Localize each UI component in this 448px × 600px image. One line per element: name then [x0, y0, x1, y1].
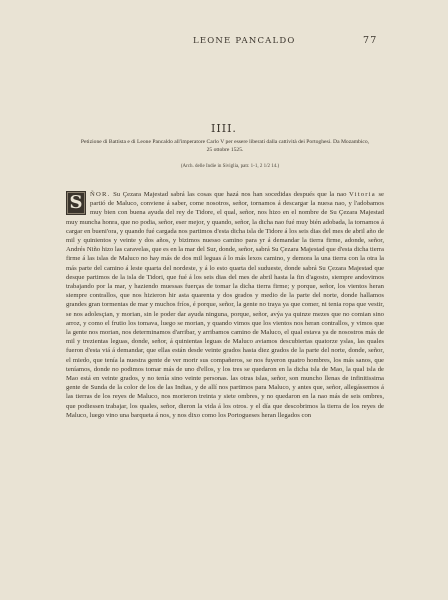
section-number: IIII. — [211, 122, 237, 135]
running-head-title: LEONE PANCALDO — [193, 36, 296, 46]
page-number: 77 — [363, 35, 378, 46]
letter-body — [66, 190, 384, 420]
initial-letter: S — [69, 192, 83, 213]
document-summary: Petizione di Battista e di Leone Pancaldo all'imperatore Carlo V per essere liberati dalla cattività dei Portoghesi. Da Mozambico, 25 ottobre 1525. — [80, 139, 370, 153]
body-text-part-2: se partió de Maluco, conviene á saber, come nosotros, señor, tornamos á descargar la nuesa nao, y l'adobamos muy bien con buena ayuda del rey de Tidore, el qual, señor, nos hizo en el nombre de Su Çezara Majestad muy muncha honra, que no podia, señor, eser mejor, y quando, señor, la dicha nao fué muy bién adobada, la tornamos á cargar en bueni'ora, y quando fué cargada nos partimos d'esta dicha isla de Tidore á los seis dias del mes de abril año de mil y quinientos y veinte y dos años, y bizimos nuesso camino para yr á demandar la tierra firme, adonde, señor, Andrés Niño hizo las caravelas, que es en la mar del Sur, donde, señor, sabrá Su Çezara Majestad que d'esta dicha tierra firme á las islas de Maluco no hay más de dos mil leguas á lo más lexos camino, y demora la una tierra con la otra la más parte del camino á leste quarta del nordeste, y á lo esto quarta del sudueste, donde sabrá Su Çezara Majestad que desque partimos de la isla de Tidori, que fué á los seis dias del mes de abril hasta la fin d'agosto, siempre andovimos trabajando por la mar, y haziendo muessas fuerças de tomar la dicha tierra firme; y porque, señor, los vientos heran siempre contrallos, que nos hizieron hir asta quarenta y dos grados y medio de la parte del norte, donde hallamos grandes gran tormentas de mar y muchos fríos, é porque, señor, la gente no traya ya que comer, ni tenia ropa que vestir, se nos adolesçian, y morian, sin le poder dar ayuda ninguna, porque, señor, avýa ya quinze mezes que no comian sino arroz, y como el frutio los tomava, luego se morian, y quando vimos que los vientos nos heran contrallos, y vimos que la gente nos morian, nos determinamos d'arribar, y arribamos camino de Maluco, el qual estava ya de nosostros más de mil y trezientas leguas, donde, señor, á quinientas leguas de Maluco aviamos descubiertas quatorze yslas, las quales fueron d'esta viá á demandar, que ellas están desde veinte grados hasta diez grados de la parte del norte, donde, señor, el miedo, que tenía la nuestra gente de ver morir sus compañeros, se nos fuyeron quatro hombres, los más sanos, que teníamos, donde no podimos tomar más de uno d'ellos, y los tres se quedaron en la dicha isla de Mao, la qual isla de Mao está en veinte grados, y no tenía sino veinte personas. las otras islas, señor, son muncho llenas de infinitissima gente de Sunda de la color de los de las Indias, y de allí nos partimos para Maluco, y antes que, señor, allegássemos á las tierras de los reyes de Maluco, nos morieron treinta y siete ombres, y no quedaron en la nao más de seis ombres, que podiessen trabajar, los quales, señor, dieron la vida á los otros. y el día que descobrimos la tierra de los reyes de Maluco, luego vino una barqueta á nos, y nos dixo como los Portogueses heran llegados con — [66, 191, 385, 419]
body-text-part-1: Su Çezara Majestad sabrá las cosas que hazá nos han socedidas después que la nao — [110, 191, 350, 198]
archival-source: (Arch. delle Indie in Siviglia, patr. 1-1, 2 1/2 14.) — [180, 164, 280, 169]
ship-name: Vitoria — [349, 191, 376, 198]
opening-word: ÑOR. — [90, 191, 111, 198]
decorated-initial — [66, 191, 86, 215]
